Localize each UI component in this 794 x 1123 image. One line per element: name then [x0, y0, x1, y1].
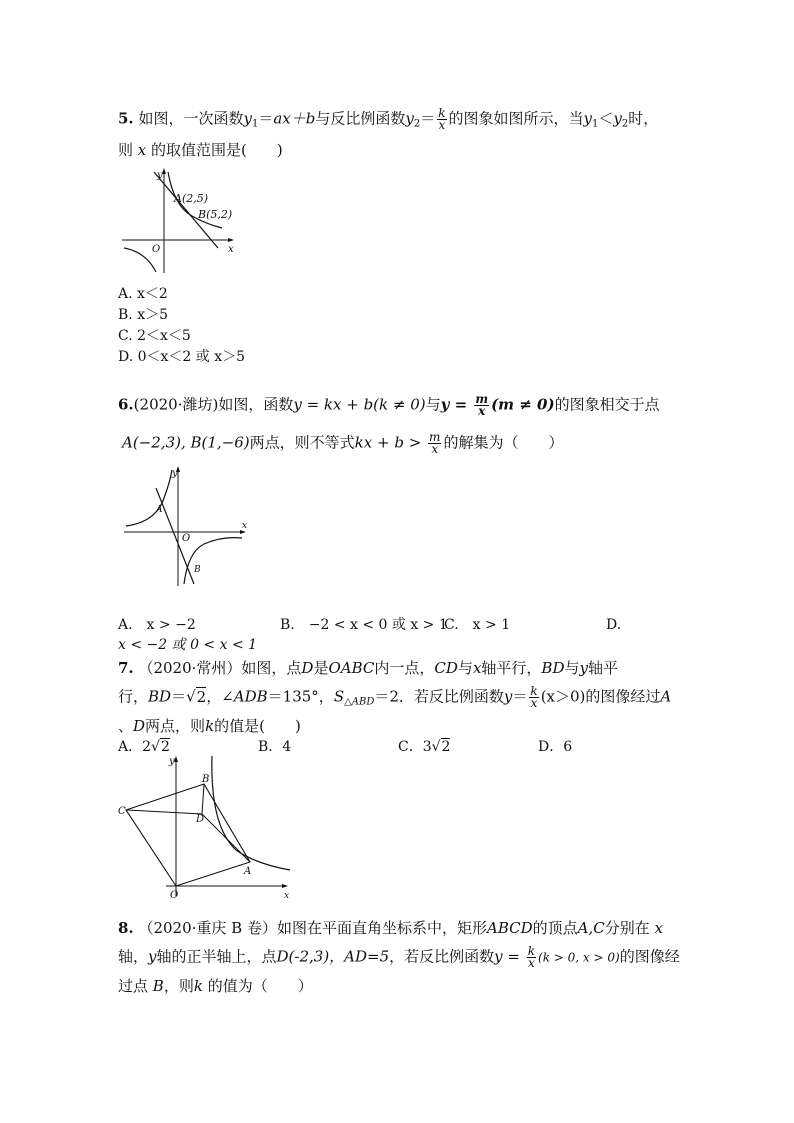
q5-option-b[interactable]: B. x＞5 — [118, 307, 168, 323]
q6-option-c[interactable]: C. x > 1 — [444, 617, 511, 633]
q8-stem-line1: 8. （2020·重庆 B 卷）如图在平面直角坐标系中，矩形ABCD的顶点A,C分别在 x — [118, 919, 663, 937]
q6-label-y: y — [172, 468, 178, 479]
q7-option-d[interactable]: D．6 — [538, 739, 573, 755]
q7-hyperbola — [212, 756, 290, 870]
q6-number: 6. — [118, 395, 134, 414]
q7-segment-cd — [126, 810, 202, 814]
q7-label-x: x — [284, 891, 290, 901]
q6-label-x: x — [242, 521, 248, 531]
q5-fraction: $\frac{k}{x}$ — [438, 106, 446, 132]
q5-stem-line2: 则 x 的取值范围是( ) — [118, 141, 283, 159]
q7-option-a[interactable]: A．2√2 — [118, 739, 170, 755]
q6-label-o: O — [182, 533, 191, 544]
q5-label-x: x — [228, 244, 234, 255]
q6-stem-line1: 6.(2020·潍坊)如图，函数y = kx + b(k ≠ 0)与y = $\frac{m}{x}$ (m ≠ 0)的图象相交于点 — [118, 392, 660, 418]
q5-label-a: A(2,5) — [174, 192, 209, 205]
q7-number: 7. — [118, 659, 134, 677]
q7-graph — [116, 752, 294, 900]
q7-segment-bd — [202, 784, 204, 814]
q5-label-y: y — [157, 170, 163, 181]
q5-option-a[interactable]: A. x＜2 — [118, 286, 168, 302]
q5-number: 5. — [118, 109, 134, 128]
q7-label-b: B — [202, 774, 210, 785]
q7-option-c[interactable]: C．3√2 — [398, 739, 451, 755]
q6-fraction: $\frac{m}{x}$ — [475, 392, 489, 418]
q5-stem-line1: 5. 如图，一次函数$y_1=ax+b$与反比例函数$y_2=$ $\frac{k}{x}$ 的图象如图所示，当$y_1<y_2$时， — [118, 106, 659, 132]
q6-option-d[interactable]: D. — [606, 617, 622, 633]
q5-label-o: O — [152, 244, 161, 255]
q7-label-a: A — [244, 866, 252, 877]
q7-label-c: C — [118, 806, 126, 817]
q7-stem-line3: 、D两点，则k的值是( ) — [118, 717, 301, 735]
q6-hyperbola-q2 — [126, 470, 172, 526]
q5-option-d[interactable]: D. 0＜x＜2 或 x＞5 — [118, 349, 246, 365]
q5-label-b: B(5,2) — [198, 208, 233, 221]
q6-option-a[interactable]: A. x > −2 — [118, 617, 196, 633]
q6-option-b[interactable]: B. −2 < x < 0 或 x > 1 — [280, 617, 448, 633]
q5-option-c[interactable]: C. 2＜x＜5 — [118, 328, 191, 344]
q7-parallelogram — [126, 784, 250, 886]
q6-graph — [122, 466, 250, 590]
q8-stem-line2: 轴，y轴的正半轴上，点D(-2,3)，AD=5，若反比例函数y = $\frac{k}{x}$ (k > 0, x > 0)的图像经 — [118, 944, 680, 970]
q7-stem-line1: 7. （2020·常州）如图，点D是OABC内一点，CD与x轴平行，BD与y轴平 — [118, 659, 618, 677]
q6-label-b: B — [194, 565, 201, 575]
q7-stem-line2: 行，BD＝√2，∠ADB＝135°，$S_{\triangle ABD}=2$．若反比例函数y＝ $\frac{k}{x}$ (x＞0)的图像经过A — [118, 684, 672, 710]
q7-label-d: D — [196, 814, 205, 825]
q7-label-o: O — [170, 890, 179, 901]
q7-label-y: y — [169, 756, 175, 767]
q8-number: 8. — [118, 919, 134, 937]
q6-stem-line2: A(−2,3), B(1,−6)两点，则不等式kx + b > $\frac{m}{x}$ 的解集为（ ） — [122, 430, 564, 456]
q8-stem-line3: 过点 B，则k 的值为（ ） — [118, 977, 313, 995]
q6-label-a: A — [156, 505, 163, 515]
q7-option-b[interactable]: B．4 — [258, 739, 292, 755]
q6-option-d-text[interactable]: x < −2 或 0 < x < 1 — [118, 637, 258, 653]
q5-graph — [118, 168, 238, 276]
q6-hyperbola-q4 — [184, 538, 242, 584]
